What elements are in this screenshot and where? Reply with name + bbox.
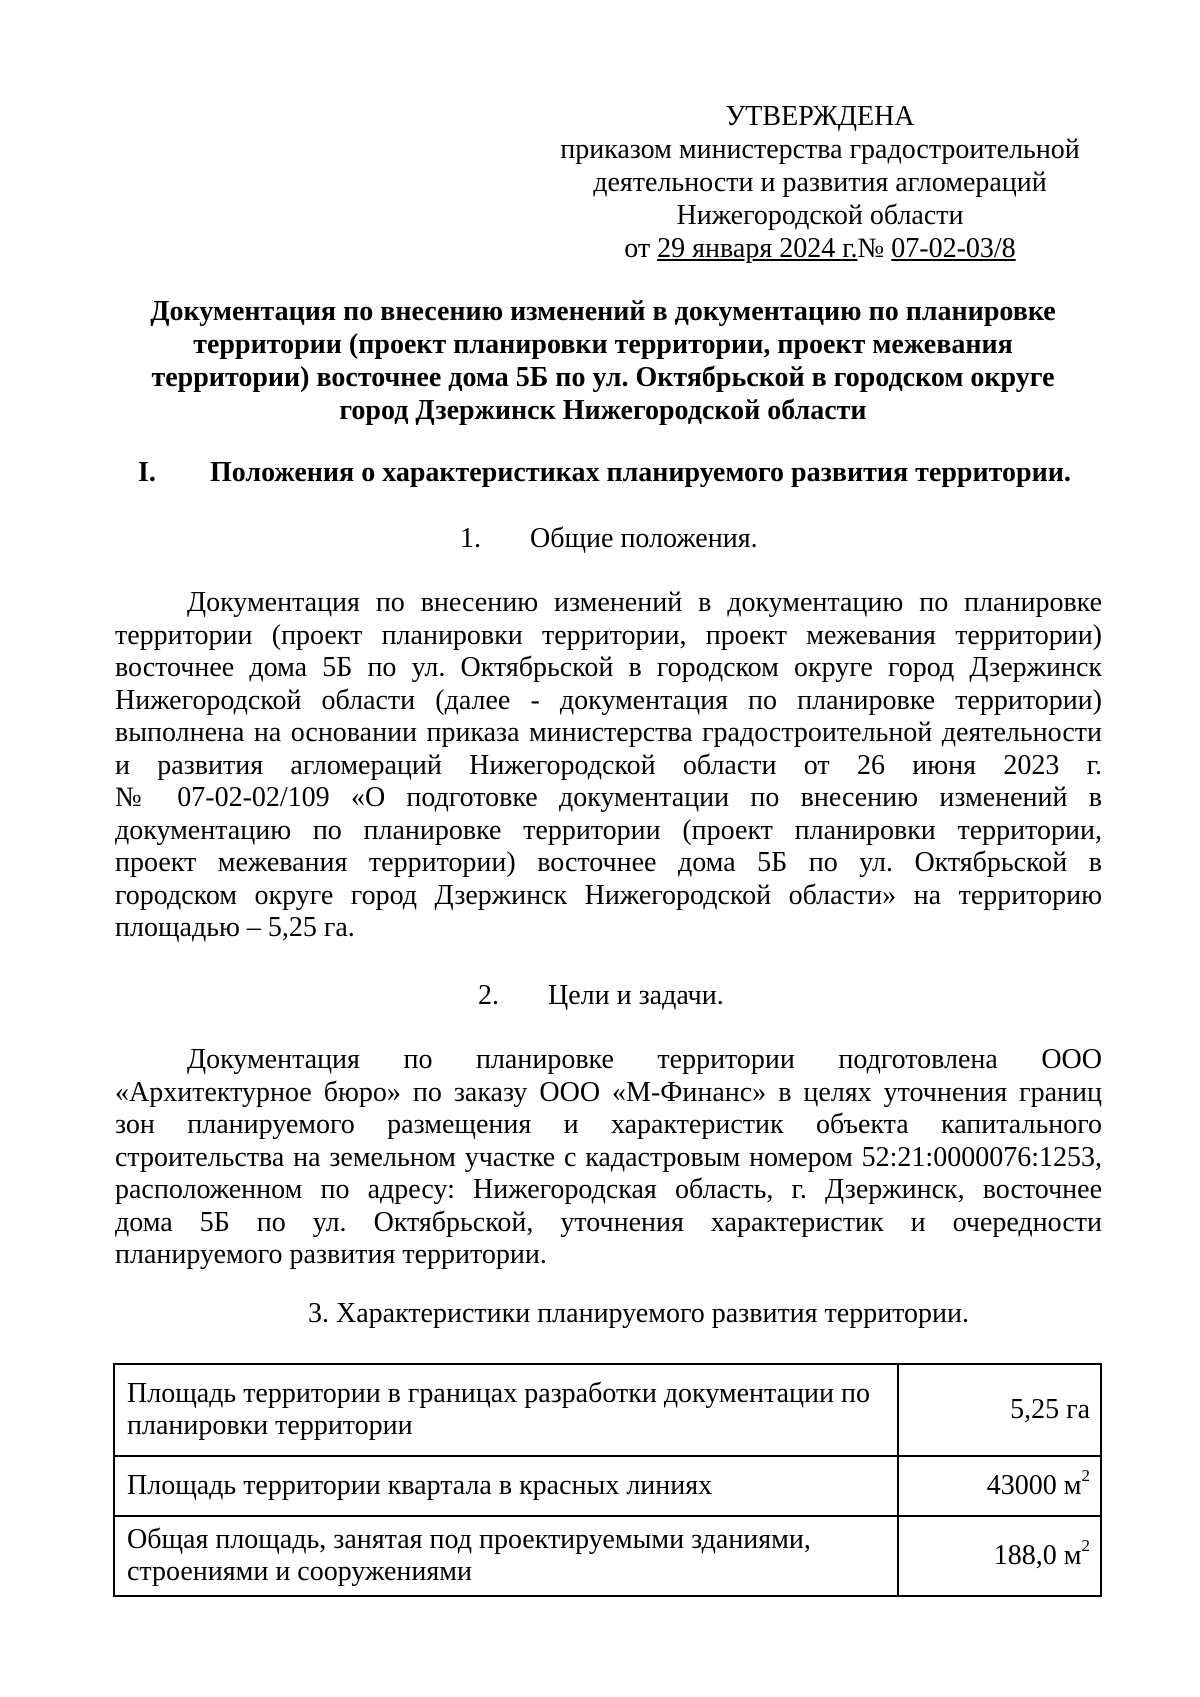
cell-value: 188,0 м bbox=[993, 1540, 1082, 1571]
characteristics-table bbox=[113, 1363, 1102, 1597]
paragraph-general bbox=[115, 587, 1102, 945]
cell-text: Площадь территории квартала в красных линиях bbox=[127, 1470, 713, 1501]
approval-number: 07-02-03/8 bbox=[891, 233, 1016, 264]
table-row bbox=[114, 1456, 1101, 1516]
approval-line: приказом министерства градостроительной bbox=[560, 134, 1080, 165]
cell-text: планировки территории bbox=[127, 1410, 413, 1441]
approval-year-suffix: г. bbox=[842, 233, 858, 264]
subheading-title: Цели и задачи. bbox=[548, 980, 724, 1011]
table-cell-label bbox=[114, 1364, 898, 1456]
paragraph-line: «Архитектурное бюро» по заказу ООО «М-Финанс» в целях уточнения границ bbox=[115, 1076, 1102, 1108]
approval-from: от bbox=[624, 233, 658, 264]
table-cell-label bbox=[114, 1456, 898, 1516]
subheading-number: 1. bbox=[460, 523, 481, 554]
table-row bbox=[114, 1364, 1101, 1456]
section-title: Положения о характеристиках планируемого развития территории. bbox=[210, 457, 1071, 488]
paragraph-line: городском округе город Дзержинск Нижегородской области» на территорию bbox=[115, 879, 1102, 911]
table-cell-value bbox=[898, 1456, 1101, 1516]
table-row bbox=[114, 1516, 1101, 1596]
paragraph-line: зон планируемого размещения и характеристик объекта капитального bbox=[115, 1109, 1102, 1140]
subheading-number: 2. bbox=[478, 980, 499, 1011]
cell-text: Площадь территории в границах разработки документации по bbox=[127, 1378, 870, 1409]
section-number: I. bbox=[138, 457, 156, 488]
subheading-title: Общие положения. bbox=[530, 523, 758, 554]
paragraph-line: строительства на земельном участке с кадастровым номером 52:21:0000076:1253, bbox=[115, 1141, 1102, 1173]
paragraph-line: № 07-02-02/109 «О подготовке документации по внесению изменений в bbox=[115, 782, 1102, 813]
cell-value: 43000 м bbox=[986, 1470, 1082, 1501]
paragraph-line: территории (проект планировки территории, проект межевания территории) bbox=[115, 619, 1102, 651]
table-cell-label bbox=[114, 1516, 898, 1596]
approval-line: деятельности и развития агломераций bbox=[593, 167, 1047, 198]
subheading-goals bbox=[478, 979, 724, 1012]
paragraph-line: планируемого развития территории. bbox=[115, 1239, 547, 1270]
document-title bbox=[128, 295, 1078, 427]
title-line: город Дзержинск Нижегородской области bbox=[339, 395, 867, 426]
cell-text: Общая площадь, занятая под проектируемыми зданиями, bbox=[127, 1524, 811, 1555]
subheading-general bbox=[460, 522, 758, 555]
paragraph-line: дома 5Б по ул. Октябрьской, уточнения характеристик и очередности bbox=[115, 1206, 1102, 1238]
paragraph-line: расположенном по адресу: Нижегородская область, г. Дзержинск, восточнее bbox=[115, 1174, 1102, 1205]
title-line: территории) восточнее дома 5Б по ул. Октябрьской в городском округе bbox=[151, 362, 1055, 393]
paragraph-line: документацию по планировке территории (проект планировки территории, bbox=[115, 814, 1102, 846]
subheading-characteristics bbox=[308, 1297, 969, 1330]
paragraph-line: выполнена на основании приказа министерства градостроительной деятельности bbox=[115, 717, 1102, 748]
title-line: Документация по внесению изменений в документацию по планировке bbox=[150, 296, 1056, 327]
subheading-title: 3. Характеристики планируемого развития территории. bbox=[308, 1298, 970, 1329]
cell-text: строениями и сооружениями bbox=[127, 1556, 472, 1587]
paragraph-line: площадью – 5,25 га. bbox=[115, 912, 355, 943]
paragraph-goals bbox=[115, 1044, 1102, 1272]
unit-superscript: 2 bbox=[1081, 1465, 1090, 1485]
title-line: территории (проект планировки территории, проект межевания bbox=[193, 329, 1013, 360]
cell-value: 5,25 га bbox=[1010, 1394, 1090, 1425]
paragraph-line: Нижегородской области (далее - документация по планировке территории) bbox=[115, 684, 1102, 716]
paragraph-line: и развития агломераций Нижегородской области от 26 июня 2023 г. bbox=[115, 749, 1102, 781]
approval-heading: УТВЕРЖДЕНА bbox=[725, 101, 915, 132]
unit-superscript: 2 bbox=[1081, 1535, 1090, 1555]
table-cell-value bbox=[898, 1364, 1101, 1456]
approval-date: 29 января 2024 bbox=[657, 233, 843, 264]
approval-line: Нижегородской области bbox=[676, 200, 964, 231]
paragraph-line: Документация по внесению изменений в документацию по планировке bbox=[187, 587, 1102, 618]
approval-block bbox=[540, 100, 1100, 265]
approval-number-label: № bbox=[857, 233, 892, 264]
paragraph-line: восточнее дома 5Б по ул. Октябрьской в городском округе город Дзержинск bbox=[115, 652, 1102, 683]
paragraph-line: Документация по планировке территории подготовлена ООО bbox=[187, 1044, 1102, 1075]
approval-order-line bbox=[540, 232, 1100, 265]
paragraph-line: проект межевания территории) восточнее дома 5Б по ул. Октябрьской в bbox=[115, 847, 1102, 878]
table-cell-value bbox=[898, 1516, 1101, 1596]
